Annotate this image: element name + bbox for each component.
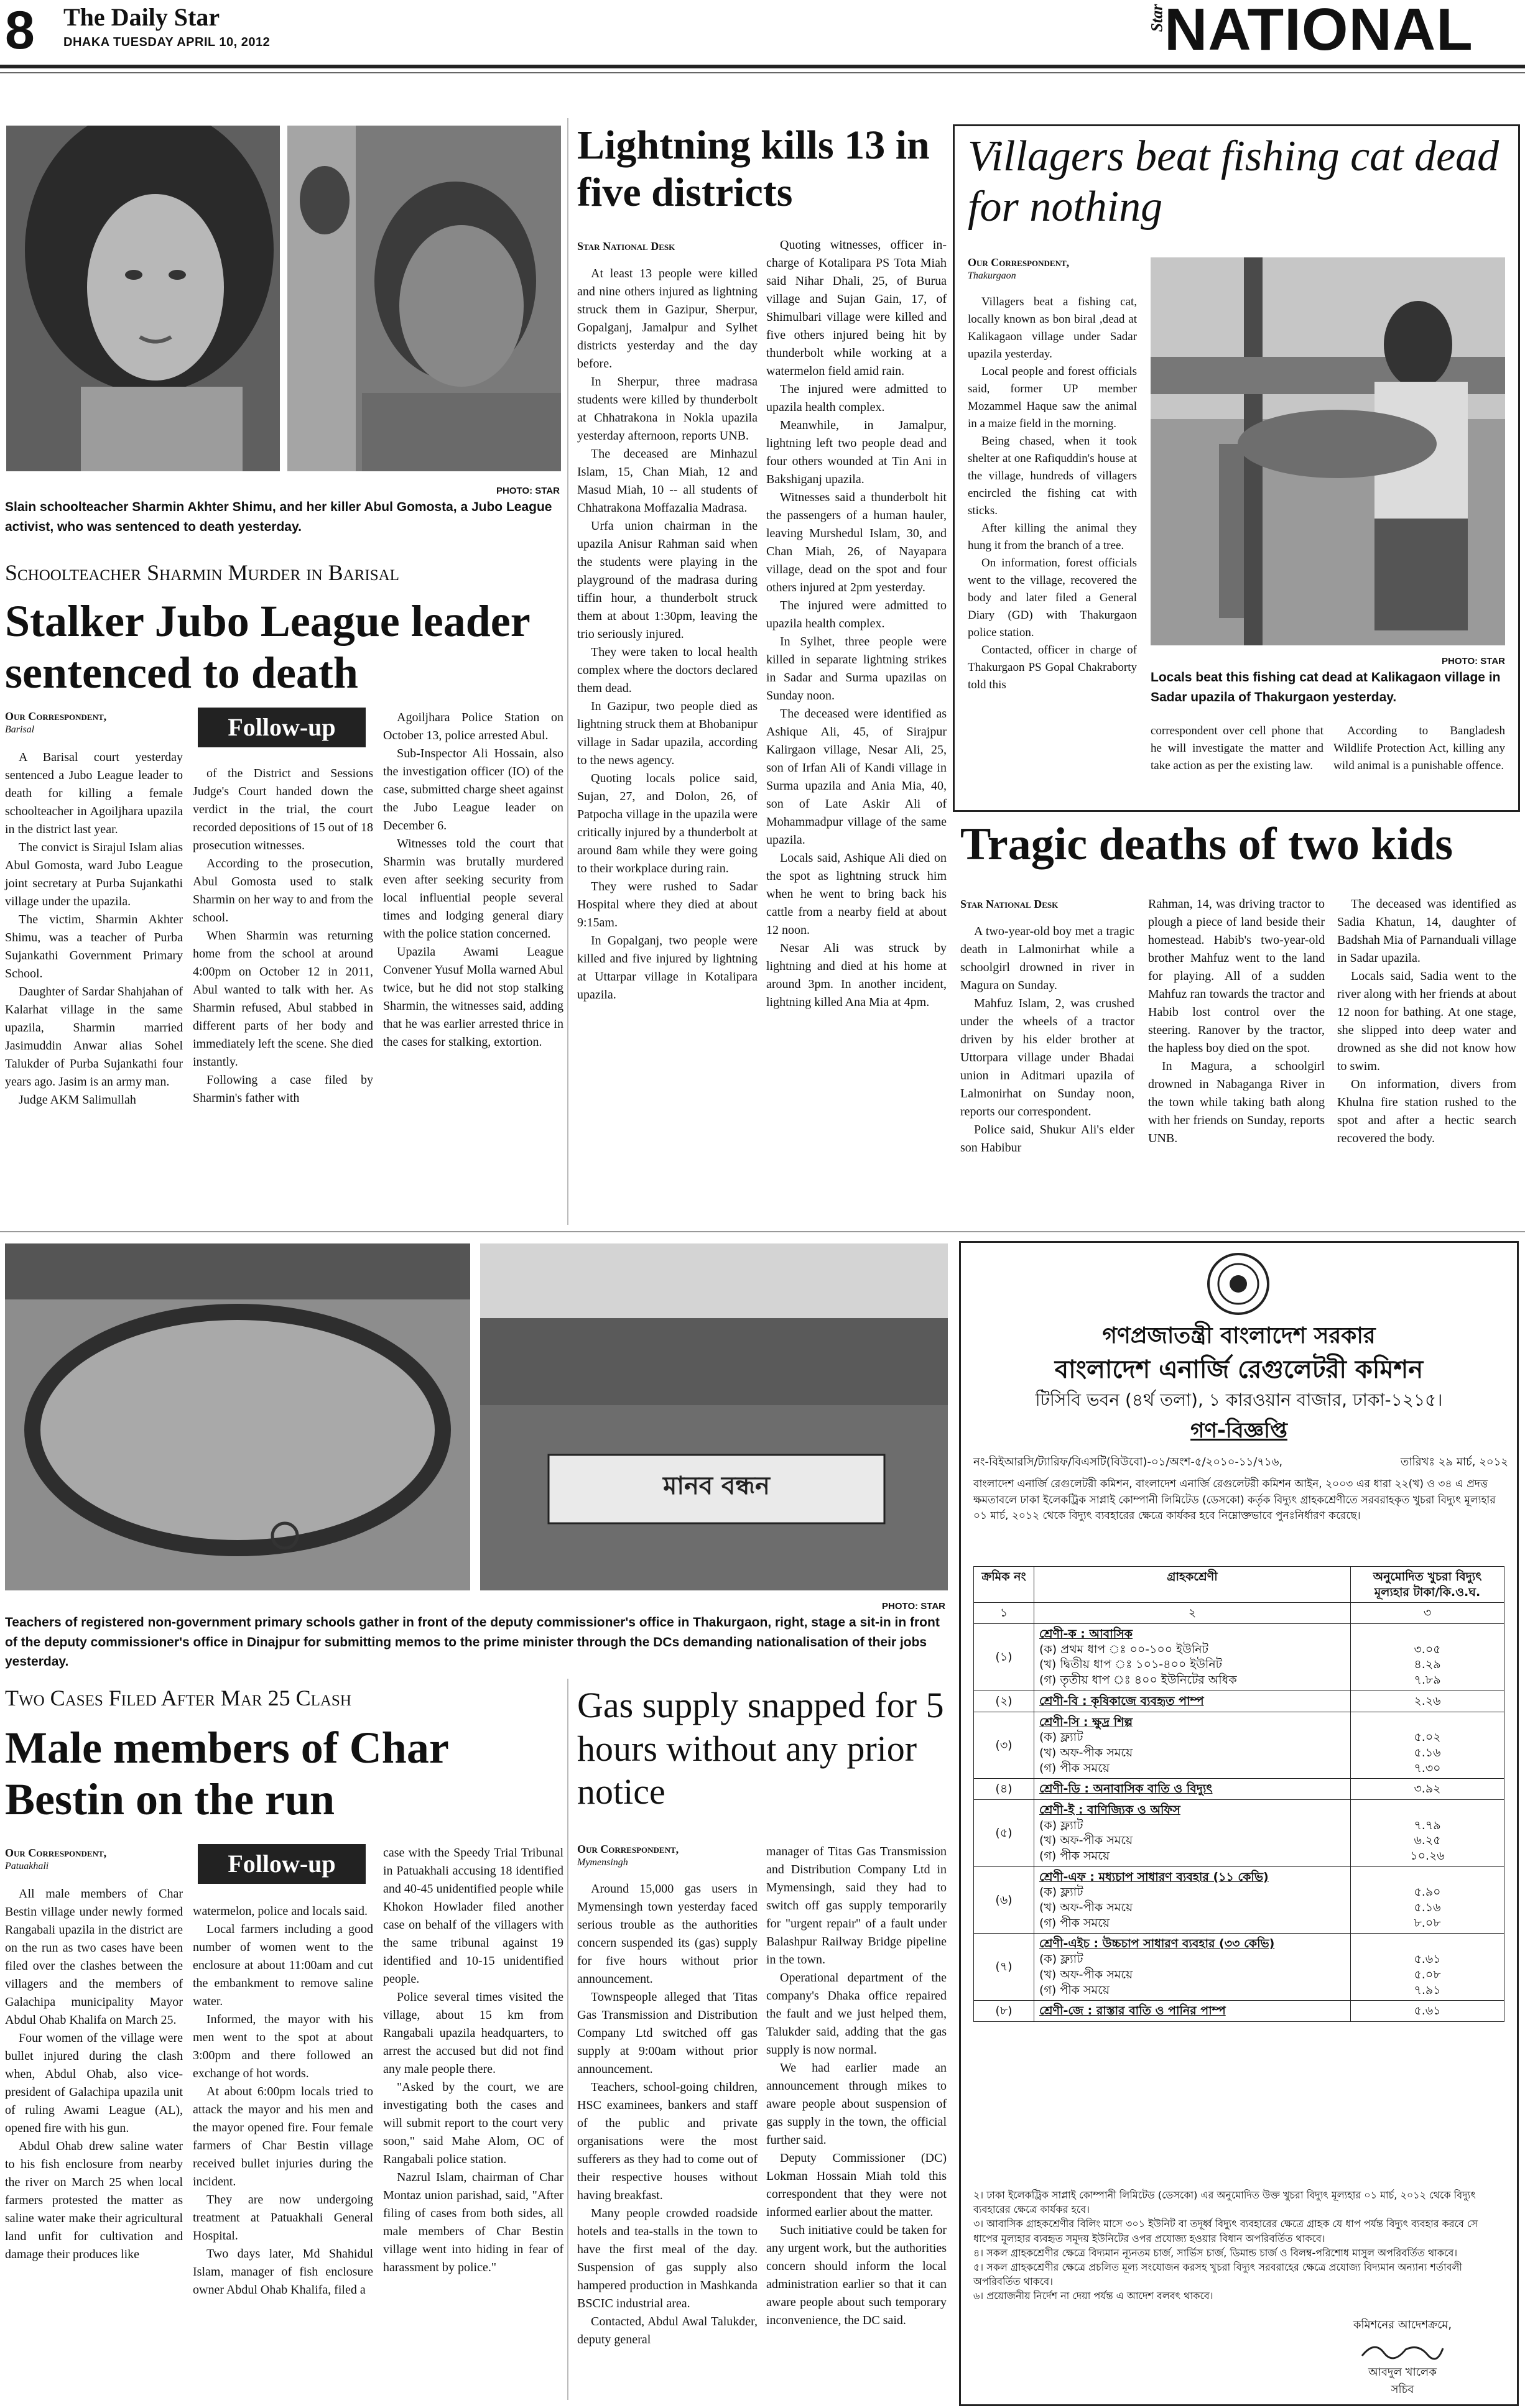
paragraph: At about 6:00pm locals tried to attack the mayor and his men and the mayor opened fire. Four female farmers of Char Bestin village received bullet injuries during the incident. <box>193 2085 373 2189</box>
paragraph: Operational department of the company's Dhaka office repaired the fault and we just helped them, Talukder said, adding that the gas supply is now normal. <box>766 1971 947 2057</box>
notice-note: ৪। সকল গ্রাহকশ্রেণীর ক্ষেত্রে বিদ্যমান ন্যূনতম চার্জ, সার্ভিস চার্জ, ডিমান্ড চার্জ ও বিলম্ব-পরিশোধ মাসুল অপরিবর্তিত থাকবে। <box>973 2246 1458 2259</box>
paragraph: The deceased were identified as Ashique Ali, 45, of Sirajpur Kalirgaon village, Nesar Ali, 25, son of Irfan Ali of Kandi village in Surma upazila and Ania Mia, 40, son of Late Askir Ali of Mohammadpur village of the same upazila. <box>766 707 947 847</box>
paragraph: We had earlier made an announcement through mikes to aware people about suspension of gas supply in the town, the official further said. <box>766 2061 947 2147</box>
notice-note: ৬। প্রয়োজনীয় নির্দেশ না দেয়া পর্যন্ত এ আদেশ বলবৎ থাকবে। <box>973 2290 1213 2302</box>
paragraph: On information, forest officials went to the village, recovered the body and later filed a General Diary (GD) with Thakurgaon police station. <box>968 556 1137 639</box>
section-rule <box>0 1231 1525 1232</box>
table-row <box>974 1691 1504 1712</box>
signature-icon <box>1359 2337 1446 2362</box>
table-row <box>974 1624 1504 1691</box>
paragraph: Contacted, officer in charge of Thakurgaon PS Gopal Chakraborty told this <box>968 644 1137 691</box>
paragraph: Informed, the mayor with his men went to the spot at about 3:00pm and there followed an exchange of hot words. <box>193 2013 373 2080</box>
photo-caption: Locals beat this fishing cat dead at Kalikagaon village in Sadar upazila of Thakurgaon yesterday. <box>1151 670 1501 704</box>
story-dateline: Mymensingh <box>577 1857 628 1868</box>
paragraph: All male members of Char Bestin village under newly formed Rangabali upazila in the district are on the run as two cases have been filed over the clashes between the villagers and the members of Galachipa municipality Mayor Abdul Ohab Khalifa on March 25. <box>5 1887 183 2027</box>
story-body-col1 <box>577 1880 758 2349</box>
paragraph: Around 15,000 gas users in Mymensingh town yesterday faced serious trouble as the authorities concern suspended its (gas) supply for five hours without prior announcement. <box>577 1882 758 1986</box>
rate-cell <box>1351 1934 1504 2001</box>
category-cell <box>1034 1934 1351 2001</box>
rate-cell <box>1351 1799 1504 1866</box>
paragraph: Deputy Commissioner (DC) Lokman Hossain Miah told this correspondent that they were not informed earlier about the matter. <box>766 2151 947 2219</box>
paragraph: Quoting witnesses, officer in-charge of Kotalipara PS Tota Miah said Nihar Dhali, 25, of Burua village and Sujan Gain, 17, of Shimulbari village were killed and five others injured being hit by thunderbolt while working at a watermelon field amid rain. <box>766 238 947 378</box>
table-row <box>974 1934 1504 2001</box>
paragraph: According to the prosecution, Abul Gomosta used to stalk Sharmin on her way to and from the school. <box>193 857 373 925</box>
story-body-col2 <box>1148 895 1325 1148</box>
notice-intro: বাংলাদেশ এনার্জি রেগুলেটরী কমিশন, বাংলাদেশ এনার্জি রেগুলেটরী কমিশন আইন, ২০০৩ এর ধারা ২২(খ) ও ৩৪ এ প্রদত্ত ক্ষমতাবলে ঢাকা ইলেকট্রিক সাপ্লাই কোম্পানী লিমিটেড (ডেসকো) কর্তৃক বিদ্যুৎ গ্রাহকশ্রেণীতে সরবরাহকৃত খুচরা বিদ্যুৎ মূল্যহার ০১ মার্চ, ২০১২ থেকে বিদ্যুৎ ব্যবহারের ক্ষেত্রে কার্যকর হবে নিম্নোক্তভাবে পুনঃনির্ধারণ করেছে। <box>973 1478 1496 1522</box>
paragraph: On information, divers from Khulna fire station rushed to the spot and after a hectic search recovered the body. <box>1337 1077 1516 1145</box>
paragraph: After killing the animal they hung it from the branch of a tree. <box>968 522 1137 552</box>
category-item: (খ) অফ-পীক সময়ে <box>1039 1967 1133 1981</box>
serial-cell: (৬) <box>974 1866 1034 1934</box>
paragraph: Being chased, when it took shelter at one Rafiquddin's house at the village, hundreds of villagers encircled the fishing cat with sticks. <box>968 435 1137 517</box>
category-item: (ক) ফ্ল্যাট <box>1039 1730 1083 1745</box>
rate-cell <box>1351 1866 1504 1934</box>
rate-value: ১০.২৬ <box>1410 1849 1445 1863</box>
serial-cell: (১) <box>974 1624 1034 1691</box>
rate-value: ৩.৯২ <box>1351 1779 1504 1800</box>
paragraph: The injured were admitted to upazila health complex. <box>766 382 947 414</box>
story-body-col1 <box>960 923 1134 1157</box>
rate-value: ৪.২৯ <box>1414 1658 1441 1672</box>
notice-designation: সচিব <box>1391 2383 1414 2396</box>
paragraph: Teachers, school-going children, HSC examinees, bankers and staff of the public and private organisations were the most sufferers as they had to come out of their respective houses without having breakfast. <box>577 2080 758 2202</box>
paragraph: At least 13 people were killed and nine others injured as lightning struck them in Gazipur, Sherpur, Gopalganj, Jamalpur and Sylhet districts yesterday and the day before. <box>577 267 758 371</box>
category-cell <box>1034 1866 1351 1934</box>
paragraph: Local farmers including a good number of women went to the enclosure at about 11:00am and cut the embankment to remove saline water. <box>193 1922 373 2008</box>
rate-cell <box>1351 1624 1504 1691</box>
photo-credit: PHOTO: STAR <box>882 1601 945 1612</box>
rate-value: ৫.৬১ <box>1351 2001 1504 2022</box>
serial-cell: (৭) <box>974 1934 1034 2001</box>
paragraph: Witnesses told the court that Sharmin was brutally murdered even after seeking security from local influential people several times and lodging general diary with the police station concerned. <box>383 837 563 941</box>
story-dateline: Thakurgaon <box>968 270 1016 281</box>
paragraph: When Sharmin was returning home from the school at around 4:00pm on October 12 in 2011, Abul wanted to talk with her. As Sharmin refused, Abul stabbed in different parts of her body and immediately left the scene. She died instantly. <box>193 929 373 1069</box>
paragraph: They are now undergoing treatment at Patuakhali General Hospital. <box>193 2193 373 2243</box>
column-rule <box>567 1679 568 2400</box>
story-body-col1 <box>5 749 183 1109</box>
table-row <box>974 1799 1504 1866</box>
followup-badge: Follow-up <box>198 708 366 747</box>
section-title: NATIONAL <box>1164 0 1473 63</box>
story-byline: Star National Desk <box>577 240 675 252</box>
rate-value: ৩.০৫ <box>1414 1642 1441 1656</box>
column-rule <box>567 118 568 1225</box>
paragraph: Daughter of Sardar Shahjahan of Kalarhat village in the same upazila, Sharmin married Jasimuddin Anwar alias Sohel Talukder of Purba Sujankathi four years ago. Jasim is an army man. <box>5 985 183 1089</box>
category-item: (গ) পীক সময়ে <box>1039 1761 1110 1775</box>
paragraph: Rahman, 14, was driving tractor to plough a piece of land beside their homestead. Habib's two-year-old brother Mahfuz went to the land for playing. All of a sudden Mahfuz ran towards the tractor and Habib lost control over the steering. Ranover by the tractor, the hapless boy died on the spot. <box>1148 897 1325 1055</box>
notice-title-commission: বাংলাদেশ এনার্জি রেগুলেটরী কমিশন <box>1054 1355 1424 1384</box>
category-item: (ক) ফ্ল্যাট <box>1039 1885 1083 1899</box>
tariff-table <box>973 1566 1504 2022</box>
notice-reference: নং-বিইআরসি/ট্যারিফ/বিএসটি(বিউবো)-০১/অংশ-৫/২০১০-১১/৭১৬, <box>973 1455 1283 1469</box>
paragraph: watermelon, police and locals said. <box>193 1904 368 1918</box>
serial-cell: (৪) <box>974 1779 1034 1800</box>
paragraph: Nazrul Islam, chairman of Char Montaz union parishad, said, "After filing of cases from both sides, all male members of Char Bestin village went into hiding in fear of harassment by police." <box>383 2170 563 2274</box>
notice-heading: গণ-বিজ্ঞপ্তি <box>1190 1418 1287 1443</box>
story-body-col1 <box>5 1885 183 2264</box>
paper-name: The Daily Star <box>63 3 220 31</box>
category-title: শ্রেণী-ই : বাণিজ্যিক ও অফিস <box>1039 1802 1180 1817</box>
story-headline: Lightning kills 13 in five districts <box>577 122 930 215</box>
story-headline: Male members of Char Bestin on the run <box>5 1723 448 1824</box>
notice-notes <box>973 2188 1504 2304</box>
story-byline: Our Correspondent, <box>968 256 1070 269</box>
paragraph: Local people and forest officials said, former UP member Mozammel Haque saw the animal in a maize field in the morning. <box>968 365 1137 430</box>
category-item: (খ) অফ-পীক সময়ে <box>1039 1745 1133 1760</box>
paragraph: Quoting locals police said, Sujan, 27, and Dolon, 26, of Patpocha village in the upazila were critically injured by a thunderbolt at around 8am while they were going to their workplace during rain. <box>577 772 758 875</box>
table-row <box>974 1712 1504 1779</box>
paragraph: Upazila Awami League Convener Yusuf Molla warned Abul twice, but he did not stop stalking Sharmin, the witnesses said, adding that he was earlier arrested thrice in the cases for stalking, extortion. <box>383 945 563 1049</box>
paragraph: Four women of the village were bullet injured during the clash when, Abdul Ohab, also vice-president of Galachipa upazila unit of ruling Awami League (AL), opened fire with his gun. <box>5 2031 183 2135</box>
paragraph: Locals said, Sadia went to the river along with her friends at about 12 noon for bathing. At one stage, she slipped into deep water and drowned as she did not know how to swim. <box>1337 969 1516 1073</box>
paragraph: Abdul Ohab drew saline water to his fish enclosure from nearby the river on March 25 when local farmers protested the matter as saline water make their agricultural land unfit for cultivation and damage their produces like <box>5 2139 183 2261</box>
paragraph: The deceased are Minhazul Islam, 15, Chan Miah, 12 and Masud Miah, 10 -- all students of Chhatrakona Moffazalia Madrasa. <box>577 447 758 515</box>
rate-value: ৭.৯১ <box>1414 1983 1441 1997</box>
rate-value: ২.২৬ <box>1351 1691 1504 1712</box>
notice-signatory: আবদুল খালেক <box>1368 2366 1437 2379</box>
paragraph: According to Bangladesh Wildlife Protection Act, killing any wild animal is a punishable offence. <box>1333 724 1505 772</box>
category-title: শ্রেণী-এইচ : উচ্চচাপ সাধারণ ব্যবহার (৩৩ কেভি) <box>1039 1937 1275 1951</box>
paragraph: Judge AKM Salimullah <box>19 1093 136 1107</box>
paragraph: The injured were admitted to upazila health complex. <box>766 599 947 630</box>
notice-note: ২। ঢাকা ইলেকট্রিক সাপ্লাই কোম্পানী লিমিটেড (ডেসকো) এর অনুমোদিত উক্ত খুচরা বিদ্যুৎ মূল্যহার ০১ মার্চ, ২০১২ থেকে বিদ্যুৎ ব্যবহারের ক্ষেত্রে কার্যকর হবে। <box>973 2189 1476 2216</box>
story-body-col2 <box>766 1843 947 2330</box>
story-headline: Gas supply snapped for 5 hours without any prior notice <box>577 1685 944 1812</box>
serial-cell: (৫) <box>974 1799 1034 1866</box>
rate-value: ৬.২৫ <box>1414 1834 1441 1848</box>
paragraph: They were rushed to Sadar Hospital where they died at about 9:15am. <box>577 880 758 930</box>
category-title: শ্রেণী-এফ : মধ্যচাপ সাধারণ ব্যবহার (১১ কেভি) <box>1039 1870 1269 1884</box>
paragraph: Locals said, Ashique Ali died on the spot as lightning struck him when he went to bring back his cattle from a nearby field at about 12 noon. <box>766 851 947 937</box>
story-kicker: Schoolteacher Sharmin Murder in Barisal <box>5 560 399 585</box>
serial-cell: (২) <box>974 1691 1034 1712</box>
category-item: (খ) অফ-পীক সময়ে <box>1039 1834 1133 1848</box>
category-item: (ক) ফ্ল্যাট <box>1039 1818 1083 1832</box>
photo-fishing-cat <box>1151 257 1505 645</box>
rate-value: ৮.০৮ <box>1414 1916 1441 1930</box>
category-cell <box>1034 1712 1351 1779</box>
paragraph: case with the Speedy Trial Tribunal in Patuakhali accusing 18 identified and 40-45 unidentified people while Khokon Howlader filed another case on behalf of the villagers with the same tribunal against 19 identified and 10-15 unidentified people. <box>383 1846 563 1986</box>
paragraph: "Asked by the court, we are investigating both the cases and will submit report to the court very soon," said Mahe Alom, OC of Rangabali police station. <box>383 2080 563 2166</box>
column-header: ক্রমিক নং <box>974 1567 1034 1603</box>
paragraph: Urfa union chairman in the upazila Anisur Rahman said when the students were playing in the playground of the madrasa during tiffin hour, a thunderbolt struck them at about 1:30pm, leaving the trio seriously injured. <box>577 519 758 641</box>
story-headline: Villagers beat fishing cat dead for nothing <box>968 132 1500 231</box>
story-dateline: Barisal <box>5 724 35 735</box>
paragraph: A two-year-old boy met a tragic death in Lalmonirhat while a schoolgirl drowned in river in Magura on Sunday. <box>960 925 1134 992</box>
category-title: শ্রেণী-ক : আবাসিক <box>1039 1627 1133 1641</box>
rate-value: ৫.১৬ <box>1414 1745 1441 1760</box>
serial-cell: (৮) <box>974 2001 1034 2022</box>
story-byline: Our Correspondent, <box>5 1847 107 1859</box>
story-body-col2 <box>766 236 947 1012</box>
story-body-col3 <box>1337 895 1516 1148</box>
rate-value: ৫.৬১ <box>1414 1952 1441 1967</box>
story-headline: Stalker Jubo League leader sentenced to death <box>5 596 530 698</box>
rate-value: ৫.০৮ <box>1414 1967 1441 1981</box>
table-row <box>974 2001 1504 2022</box>
category-item: (গ) পীক সময়ে <box>1039 1983 1110 1997</box>
paragraph: manager of Titas Gas Transmission and Distribution Company Ltd in Mymensingh, said they had to switch off gas supply temporarily for "urgent repair" of a fault under Balashpur Railway Bridge pipeline in the town. <box>766 1845 947 1967</box>
photo-caption: Teachers of registered non-government primary schools gather in front of the deputy commissioner's office in Thakurgaon, right, stage a sit-in in front of the deputy commissioner's office in Dinajpur for submitting memos to the prime minister through the DCs demanding nationalisation of their jobs yesterday. <box>5 1615 940 1669</box>
category-item: (গ) পীক সময়ে <box>1039 1916 1110 1930</box>
banner-text: মানব বন্ধন <box>663 1472 770 1500</box>
rate-value: ৫.১৬ <box>1414 1901 1441 1915</box>
category-cell <box>1034 1799 1351 1866</box>
notice-reference-date: তারিখঃ ২৯ মার্চ, ২০১২ <box>1400 1455 1508 1469</box>
category-cell <box>1034 1624 1351 1691</box>
govt-notice <box>959 1241 1519 2406</box>
photo-gomosta <box>287 126 561 471</box>
rate-value: ৭.৩০ <box>1414 1761 1441 1775</box>
photo-caption: Slain schoolteacher Sharmin Akhter Shimu, and her killer Abul Gomosta, a Jubo League activist, who was sentenced to death yesterday. <box>5 500 552 534</box>
table-row <box>974 1866 1504 1934</box>
story-body-col3 <box>1333 722 1505 775</box>
column-number: ২ <box>1034 1603 1351 1624</box>
rate-cell <box>1351 1712 1504 1779</box>
story-body-col2 <box>1151 722 1323 775</box>
column-number: ১ <box>974 1603 1034 1624</box>
column-header: গ্রাহকশ্রেণী <box>1034 1567 1351 1603</box>
paragraph: Contacted, Abdul Awal Talukder, deputy general <box>577 2315 758 2346</box>
story-body-col1 <box>968 293 1137 694</box>
paragraph: correspondent over cell phone that he will investigate the matter and take action as per the existing law. <box>1151 724 1323 772</box>
category-item: (গ) তৃতীয় ধাপ ঃ ৪০০ ইউনিটের অধিক <box>1039 1673 1237 1687</box>
notice-note: ৫। সকল গ্রাহকশ্রেণীর ক্ষেত্রে প্রচলিত মূল্য সংযোজন করসহ খুচরা বিদ্যুৎ সরবরাহের ক্ষেত্রে প্রযোজ্য বিদ্যমান অন্যান্য শর্তাবলী অপরিবর্তিত থাকবে। <box>973 2261 1462 2288</box>
followup-badge: Follow-up <box>198 1844 366 1884</box>
paragraph: In Magura, a schoolgirl drowned in Nabaganga River in the town while taking bath along with her friends on Sunday, reports UNB. <box>1148 1059 1325 1145</box>
column-header: অনুমোদিত খুচরা বিদ্যুৎ মূল্যহার টাকা/কি.ও.ঘ. <box>1351 1567 1504 1603</box>
photo-credit: PHOTO: STAR <box>1442 656 1505 667</box>
paragraph: They were taken to local health complex where the doctors declared them dead. <box>577 645 758 695</box>
category-item: (ক) ফ্ল্যাট <box>1039 1952 1083 1967</box>
notice-title-govt: গণপ্রজাতন্ত্রী বাংলাদেশ সরকার <box>1102 1323 1376 1349</box>
paragraph: The deceased was identified as Sadia Khatun, 14, daughter of Badshah Mia of Parnanduali village in Sadar upazila. <box>1337 897 1516 965</box>
paragraph: Following a case filed by Sharmin's father with <box>193 1073 373 1105</box>
story-body-col3 <box>383 1844 563 2277</box>
star-mark: Star <box>1147 4 1166 32</box>
paragraph: In Gopalganj, two people were killed and five injured by lightning at Uttarpar village in Kotalipara upazila. <box>577 934 758 1002</box>
photo-thakurgaon-teachers <box>5 1243 470 1590</box>
paragraph: The victim, Sharmin Akhter Shimu, was a teacher of Purba Sujankathi Government Primary School. <box>5 913 183 980</box>
story-body-col2 <box>193 765 373 1107</box>
story-body-col2 <box>193 1903 373 2299</box>
paragraph: Two days later, Md Shahidul Islam, manager of fish enclosure owner Abdul Ohab Khalifa, filed a <box>193 2247 373 2297</box>
masthead-rule-thin <box>0 72 1525 73</box>
paragraph: Mahfuz Islam, 2, was crushed under the wheels of a tractor driven by his elder brother at Uttorpara village under Bhadai union in Aditmari upazila of Lalmonirhat on Sunday noon, reports our correspondent. <box>960 997 1134 1119</box>
rate-value: ৭.৭৯ <box>1414 1818 1441 1832</box>
paragraph: Police several times visited the village, about 15 km from Rangabali upazila headquarters, to arrest the accused but did not find any male people there. <box>383 1990 563 2076</box>
serial-cell: (৩) <box>974 1712 1034 1779</box>
story-kicker: Two Cases Filed After Mar 25 Clash <box>5 1686 351 1710</box>
paragraph: Sub-Inspector Ali Hossain, also the investigation officer (IO) of the case, submitted charge sheet against the Jubo League leader on December 6. <box>383 747 563 833</box>
masthead-rule <box>0 65 1525 68</box>
table-header-row <box>974 1567 1504 1603</box>
rate-value: ৭.৮৯ <box>1414 1673 1441 1687</box>
paragraph: A Barisal court yesterday sentenced a Jubo League leader to death for killing a female schoolteacher in Agoiljhara upazila in the district last year. <box>5 750 183 836</box>
table-number-row <box>974 1603 1504 1624</box>
story-byline: Our Correspondent, <box>5 710 107 722</box>
paragraph: Villagers beat a fishing cat, locally known as bon biral ,dead at Kalikagaon village under Sadar upazila yesterday. <box>968 295 1137 361</box>
category-title: শ্রেণী-সি : ক্ষুদ্র শিল্প <box>1039 1715 1133 1729</box>
paragraph: Agoiljhara Police Station on October 13, police arrested Abul. <box>383 711 563 742</box>
paragraph: Many people crowded roadside hotels and tea-stalls in the town to have the first meal of the day. Suspension of gas supply also hampered production in Mashkanda BSCIC industrial area. <box>577 2207 758 2310</box>
column-number: ৩ <box>1351 1603 1504 1624</box>
category-item: (খ) দ্বিতীয় ধাপ ঃ ১০১-৪০০ ইউনিট <box>1039 1658 1223 1672</box>
issue-date: DHAKA TUESDAY APRIL 10, 2012 <box>63 35 271 49</box>
paragraph: Nesar Ali was struck by lightning and died at his home at around 3pm. In another incident, lightning killed Ana Mia at 4pm. <box>766 941 947 1009</box>
category-item: (ক) প্রথম ধাপ ঃ ০০-১০০ ইউনিট <box>1039 1642 1208 1656</box>
category-item: (গ) পীক সময়ে <box>1039 1849 1110 1863</box>
table-row <box>974 1779 1504 1800</box>
notice-note: ৩। আবাসিক গ্রাহকশ্রেণীর বিলিং মাসে ৩০১ ইউনিট বা তদূর্ধ্ব বিদ্যুৎ ব্যবহারের ক্ষেত্রে গ্রাহক যে ধাপ পর্যন্ত বিদ্যুৎ ব্যবহার করবে সে ধাপের মূল্যহার ব্যবহৃত সমূদয় ইউনিটের ওপর প্রযোজ্য হওয়ার বিধান অপরিবর্তিত থাকবে। <box>973 2218 1478 2244</box>
paragraph: The convict is Sirajul Islam alias Abul Gomosta, ward Jubo League joint secretary at Purba Sujankathi village under the upazila. <box>5 841 183 908</box>
paragraph: of the District and Sessions Judge's Court handed down the verdict in the trial, the court recorded depositions of 15 out of 18 prosecution witnesses. <box>193 767 373 852</box>
category-title: শ্রেণী-ডি : অনাবাসিক বাতি ও বিদ্যুৎ <box>1034 1779 1351 1800</box>
notice-sign-off: কমিশনের আদেশক্রমে, <box>1353 2318 1452 2332</box>
paragraph: Witnesses said a thunderbolt hit the passengers of a human hauler, leaving Murshedul Islam, 30, and Chan Miah, 26, of Nayapara village, dead on the spot and four others injured at 2pm yesterday. <box>766 491 947 594</box>
story-body-col3 <box>383 709 563 1051</box>
paragraph: In Sherpur, three madrasa students were killed by thunderbolt at Chhatrakona in Nokla upazila yesterday afternoon, reports UNB. <box>577 375 758 443</box>
photo-dinajpur-sitin <box>480 1243 948 1590</box>
govt-emblem-icon <box>1207 1253 1269 1315</box>
photo-credit: PHOTO: STAR <box>496 486 560 496</box>
paragraph: In Gazipur, two people died as lightning struck them at Bhobanipur village in Sadar upazila, according to the news agency. <box>577 699 758 767</box>
paragraph: Such initiative could be taken for any urgent work, but the authorities concern should inform the local administration earlier so that it can aware people about such temporary inconvenience, the DC said. <box>766 2223 947 2327</box>
story-headline: Tragic deaths of two kids <box>960 819 1453 870</box>
photo-sharmin <box>6 126 280 471</box>
paragraph: Townspeople alleged that Titas Gas Transmission and Distribution Company Ltd switched off gas supply at 9:00am without prior announcement. <box>577 1990 758 2076</box>
story-body-col1 <box>577 265 758 1004</box>
category-title: শ্রেণী-জে : রাস্তার বাতি ও পানির পাম্প <box>1034 2001 1351 2022</box>
notice-address: টিসিবি ভবন (৪র্থ তলা), ১ কারওয়ান বাজার, ঢাকা-১২১৫। <box>1035 1390 1443 1410</box>
category-item: (খ) অফ-পীক সময়ে <box>1039 1901 1133 1915</box>
story-byline: Star National Desk <box>960 898 1059 910</box>
paragraph: Police said, Shukur Ali's elder son Habibur <box>960 1123 1134 1155</box>
page-number: 8 <box>5 1 35 60</box>
paragraph: In Sylhet, three people were killed in separate lightning strikes in Sadar and Surma upazilas on Sunday noon. <box>766 635 947 703</box>
rate-value: ৫.০২ <box>1414 1730 1441 1745</box>
rate-value: ৫.৯০ <box>1414 1885 1441 1899</box>
paragraph: Meanwhile, in Jamalpur, lightning left two people dead and four others wounded at Tin Ani in Bakshiganj upazila. <box>766 418 947 486</box>
story-dateline: Patuakhali <box>5 1861 49 1871</box>
category-title: শ্রেণী-বি : কৃষিকাজে ব্যবহৃত পাম্প <box>1034 1691 1351 1712</box>
story-byline: Our Correspondent, <box>577 1843 679 1855</box>
